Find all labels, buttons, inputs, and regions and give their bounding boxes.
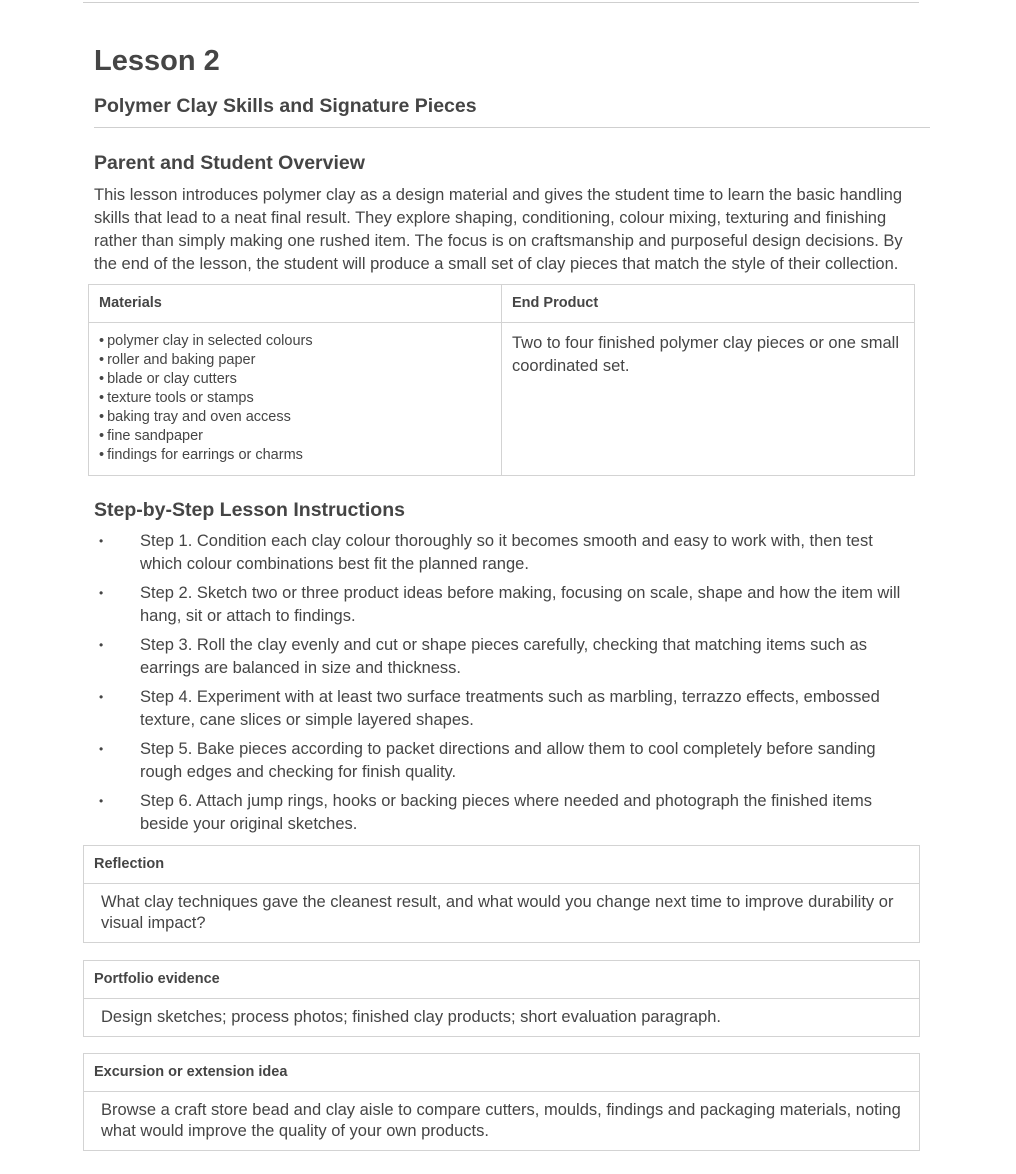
portfolio-text: Design sketches; process photos; finished clay products; short evaluation paragraph. [101, 1008, 722, 1026]
end-product-header: End Product [502, 285, 915, 323]
material-item: • polymer clay in selected colours [99, 332, 491, 351]
step-item [94, 530, 914, 576]
step-text: Step 4. Experiment with at least two surface treatments such as marbling, terrazzo effects, embossed texture, cane slices or simple layered shapes. [140, 688, 880, 729]
material-item: • findings for earrings or charms [99, 446, 491, 465]
step-item [94, 738, 914, 784]
step-text: Step 2. Sketch two or three product ideas before making, focusing on scale, shape and how the item will hang, sit or attach to findings. [140, 584, 901, 625]
top-divider [83, 2, 919, 3]
bullet-icon: • [99, 534, 104, 548]
material-item: • baking tray and oven access [99, 408, 491, 427]
material-item: • blade or clay cutters [99, 370, 491, 389]
material-item: • fine sandpaper [99, 427, 491, 446]
step-text: Step 1. Condition each clay colour thoroughly so it becomes smooth and easy to work with, then test which colour combinations best fit the planned range. [140, 532, 873, 573]
reflection-text: What clay techniques gave the cleanest result, and what would you change next time to improve durability or visual impact? [101, 893, 894, 932]
lesson-title: Lesson 2 [94, 45, 220, 77]
instructions-heading: Step-by-Step Lesson Instructions [94, 499, 405, 521]
material-item: • texture tools or stamps [99, 389, 491, 408]
excursion-header: Excursion or extension idea [84, 1054, 919, 1092]
step-text: Step 5. Bake pieces according to packet directions and allow them to cool completely before sanding rough edges and checking for finish quality. [140, 740, 876, 781]
reflection-header: Reflection [84, 846, 919, 884]
step-item [94, 790, 914, 836]
step-text: Step 6. Attach jump rings, hooks or backing pieces where needed and photograph the finished items beside your original sketches. [140, 792, 872, 833]
step-item [94, 634, 914, 680]
end-product-text: Two to four finished polymer clay pieces or one small coordinated set. [512, 334, 900, 375]
materials-table [88, 284, 915, 476]
bullet-icon: • [99, 742, 104, 756]
end-product-cell [502, 323, 915, 476]
subtitle-divider [94, 127, 930, 128]
excursion-text: Browse a craft store bead and clay aisle to compare cutters, moulds, findings and packaging materials, noting what would improve the quality of your own products. [101, 1101, 901, 1140]
step-text: Step 3. Roll the clay evenly and cut or shape pieces carefully, checking that matching items such as earrings are balanced in size and thickness. [140, 636, 867, 677]
materials-cell [89, 323, 502, 476]
bullet-icon: • [99, 586, 104, 600]
portfolio-box [83, 960, 920, 1037]
bullet-icon: • [99, 794, 104, 808]
lesson-subtitle: Polymer Clay Skills and Signature Pieces [94, 95, 477, 117]
materials-list [99, 332, 491, 465]
portfolio-header: Portfolio evidence [84, 961, 919, 999]
bullet-icon: • [99, 690, 104, 704]
steps-list [94, 530, 914, 842]
overview-text: This lesson introduces polymer clay as a design material and gives the student time to learn the basic handling skills that lead to a neat final result. They explore shaping, conditioning, colour mixing, texturing and finishing rather than simply making one rushed item. The focus is on craftsmanship and purposeful design decisions. By the end of the lesson, the student will produce a small set of clay pieces that match the style of their collection. [94, 186, 903, 273]
excursion-box [83, 1053, 920, 1151]
step-item [94, 582, 914, 628]
overview-heading: Parent and Student Overview [94, 152, 365, 174]
step-item [94, 686, 914, 732]
bullet-icon: • [99, 638, 104, 652]
reflection-box [83, 845, 920, 943]
material-item: • roller and baking paper [99, 351, 491, 370]
materials-header: Materials [89, 285, 502, 323]
